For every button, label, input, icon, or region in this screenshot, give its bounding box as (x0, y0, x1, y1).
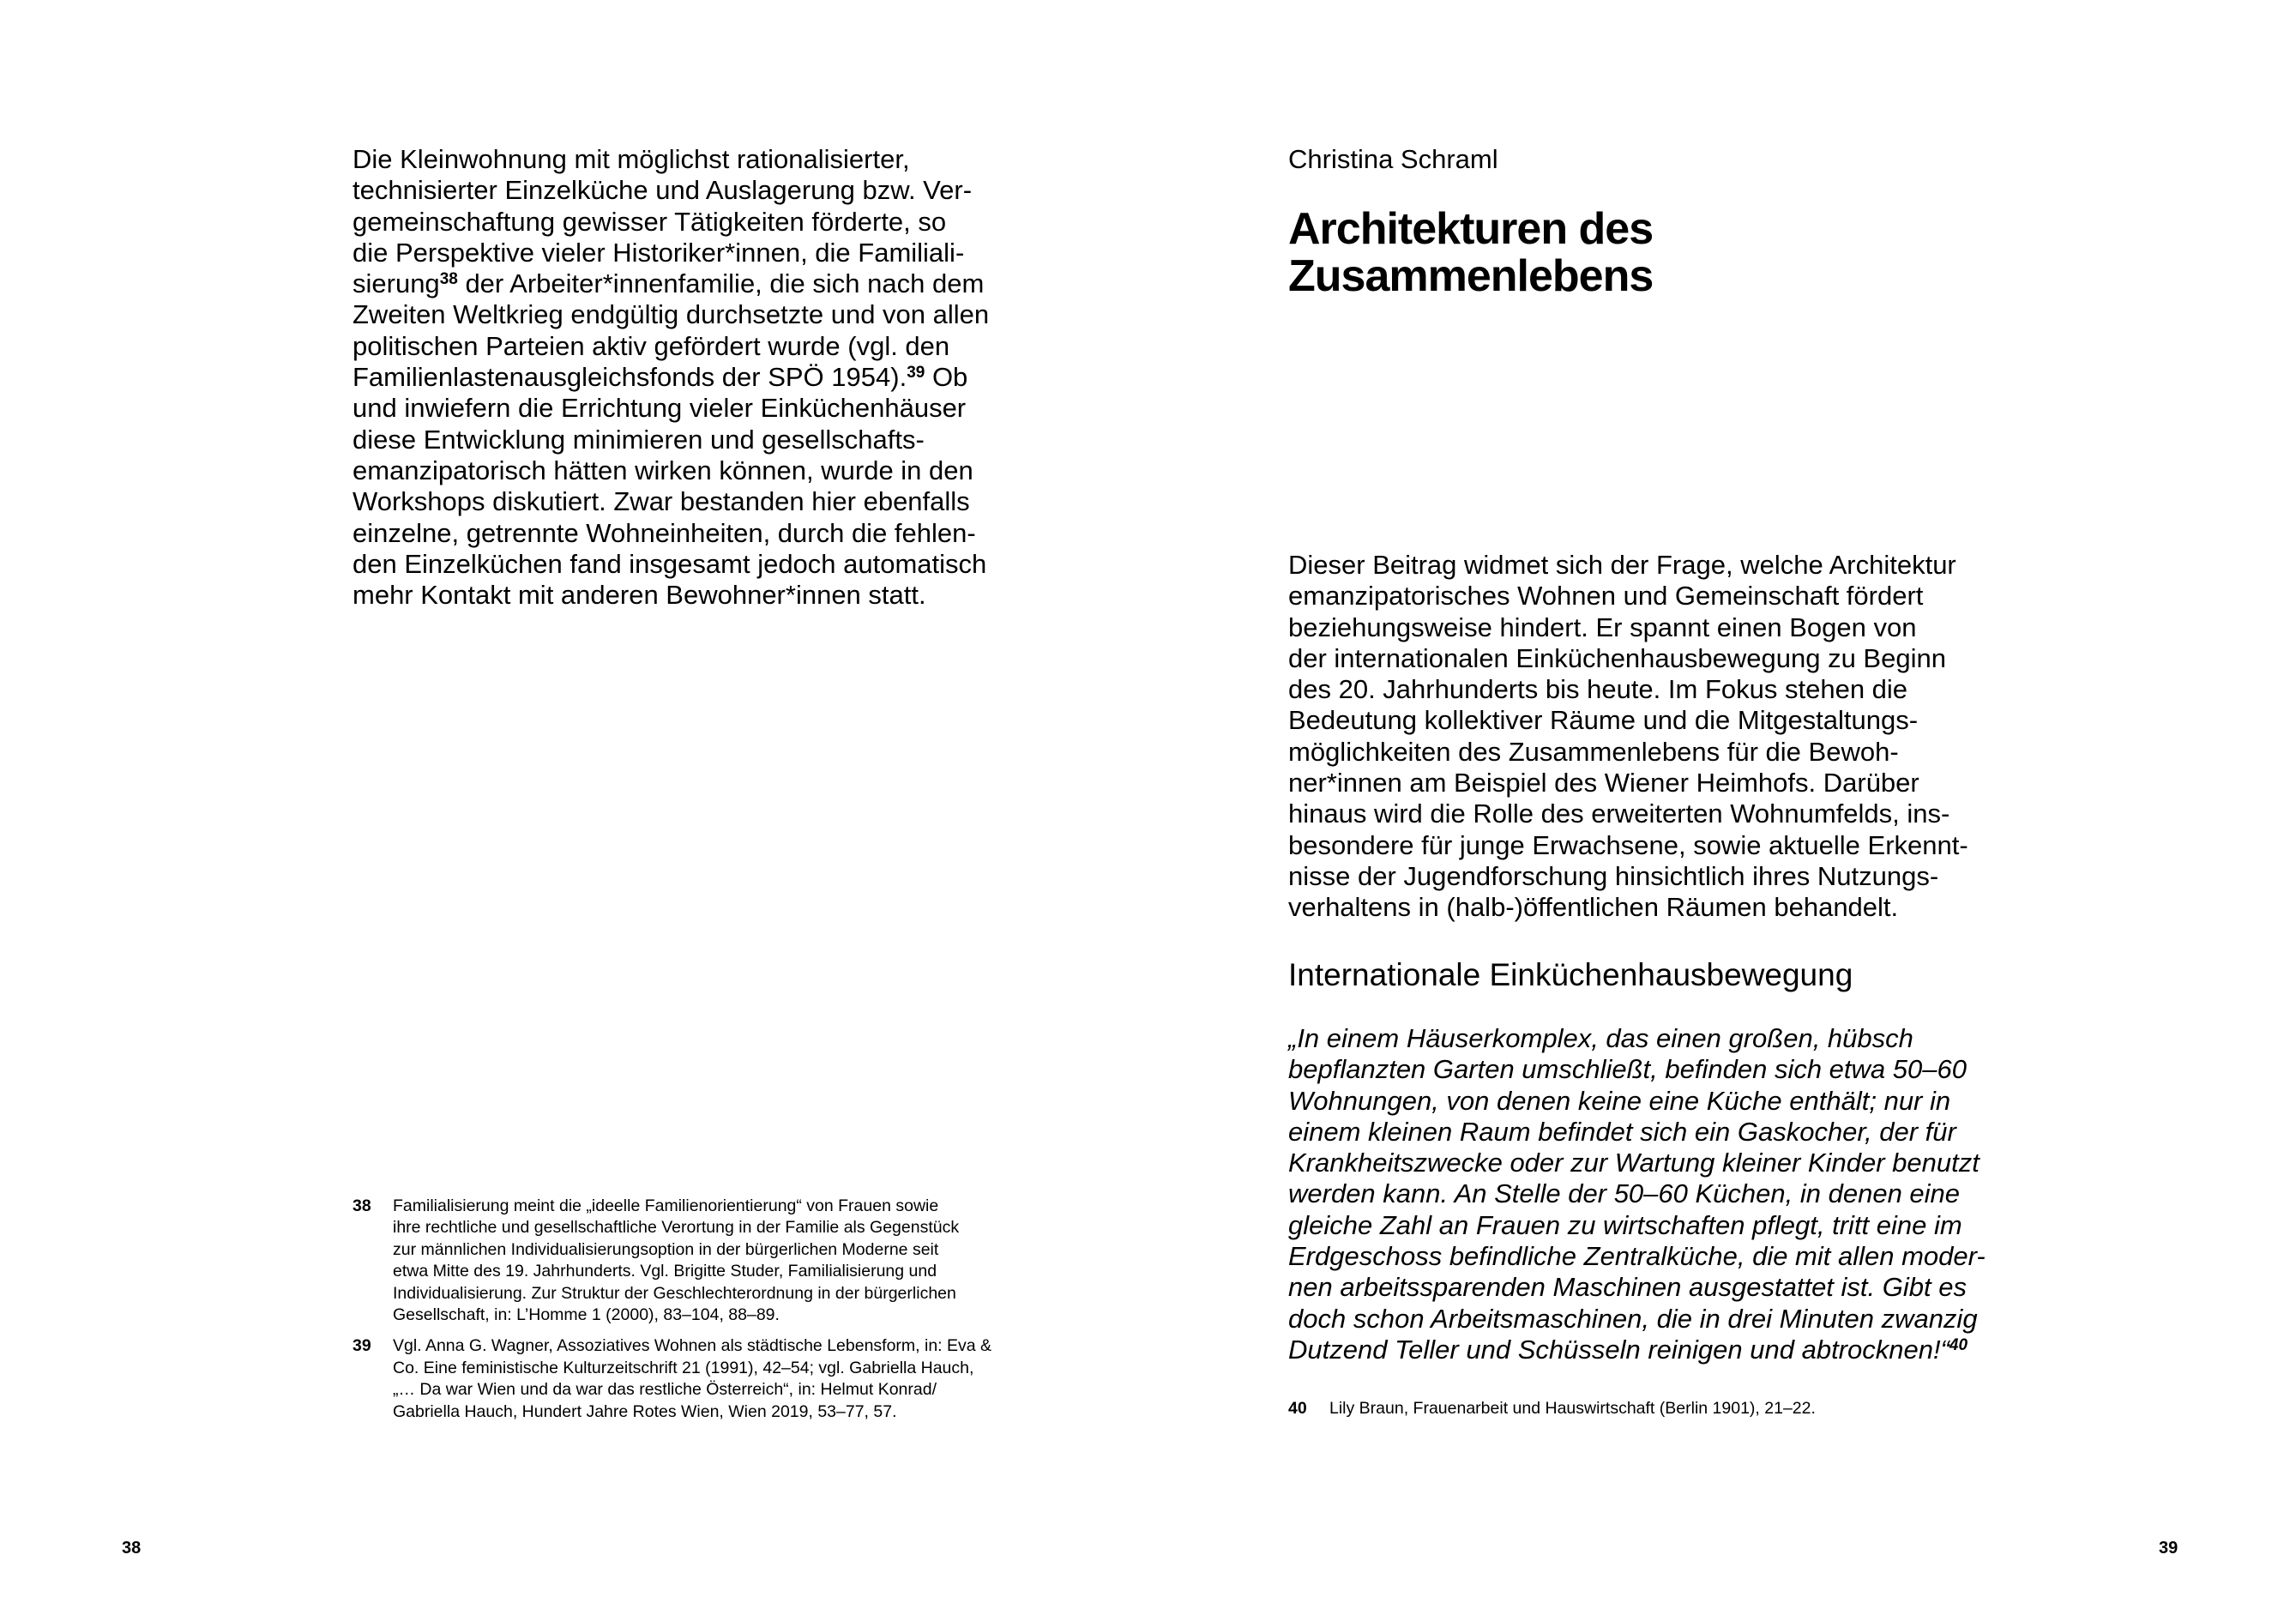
text-line: beziehungsweise hindert. Er spannt einen Bogen von (1288, 612, 1917, 642)
text-line: den Einzelküchen fand insgesamt jedoch automatisch (353, 548, 987, 579)
quote-line: nen arbeitssparenden Maschinen ausgestattet ist. Gibt es (1288, 1272, 1967, 1303)
quote-line (1288, 1335, 1974, 1365)
right-footnotes (1288, 1398, 1974, 1429)
block-quote (1288, 1023, 1986, 1365)
text-line: der internationalen Einküchenhausbewegung zu Beginn (1288, 642, 1946, 673)
footnote-ref-39[interactable]: 39 (907, 364, 925, 383)
footnote-40 (1288, 1398, 1974, 1419)
footnote-text (1329, 1398, 1974, 1419)
left-footnotes (353, 1196, 1039, 1432)
title-line: Architekturen des (1288, 204, 1654, 254)
quote-line: werden kann. An Stelle der 50–60 Küchen, in denen eine (1288, 1178, 1961, 1209)
text-line: Bedeutung kollektiver Räume und die Mitgestaltungs- (1288, 705, 1919, 736)
footnote-line: Vgl. Anna G. Wagner, Assoziatives Wohnen als städtische Lebensform, in: Eva & (393, 1336, 992, 1356)
footnote-line: Co. Eine feministische Kulturzeitschrift 21 (1991), 42–54; vgl. Gabriella Hauch, (393, 1358, 974, 1377)
footnote-line: „… Da war Wien und da war das restliche Österreich“, in: Helmut Konrad/ (393, 1380, 937, 1400)
footnote-number: 40 (1288, 1399, 1307, 1418)
author-name: Christina Schraml (1288, 144, 1498, 174)
text-line: Zweiten Weltkrieg endgültig durchsetzte und von allen (353, 299, 990, 330)
intro-paragraph (1288, 550, 1974, 924)
chapter-title (1288, 206, 1653, 300)
text-line: Die Kleinwohnung mit möglichst rationalisierter, (353, 144, 910, 174)
footnote-text (393, 1196, 1039, 1326)
text-segment: der Arbeiter*innenfamilie, die sich nach dem (457, 268, 985, 299)
footnote-line: Gabriella Hauch, Hundert Jahre Rotes Wien, Wien 2019, 53–77, 57. (393, 1401, 897, 1421)
text-line: und inwiefern die Errichtung vieler Einküchenhäuser (353, 393, 967, 424)
footnote-line: Familialisierung meint die „ideelle Familienorientierung“ von Frauen sowie (393, 1196, 939, 1215)
text-line: des 20. Jahrhunderts bis heute. Im Fokus stehen die (1288, 674, 1908, 705)
quote-line: Wohnungen, von denen keine eine Küche enthält; nur in (1288, 1085, 1951, 1116)
footnote-text (393, 1335, 1039, 1423)
text-line: möglichkeiten des Zusammenlebens für die Bewoh- (1288, 736, 1899, 767)
text-segment: Dutzend Teller und Schüsseln reinigen und abtrocknen!“ (1288, 1334, 1949, 1365)
text-line: ner*innen am Beispiel des Wiener Heimhofs. Darüber (1288, 768, 1919, 798)
text-line: gemeinschaftung gewisser Tätigkeiten förderte, so (353, 206, 947, 237)
text-line (353, 362, 1004, 393)
text-line: politischen Parteien aktiv gefördert wurde (vgl. den (353, 330, 950, 361)
footnote-39 (353, 1335, 1039, 1423)
quote-line: Krankheitszwecke oder zur Wartung kleiner Kinder benutzt (1288, 1148, 1980, 1178)
text-line: hinaus wird die Rolle des erweiterten Wohnumfelds, ins- (1288, 798, 1950, 829)
page-number-right: 39 (2159, 1539, 2178, 1558)
footnote-line: Individualisierung. Zur Struktur der Geschlechterordnung in der bürgerlichen (393, 1283, 956, 1303)
quote-line: gleiche Zahl an Frauen zu wirtschaften pflegt, tritt eine im (1288, 1209, 1962, 1240)
footnote-number: 39 (353, 1336, 371, 1356)
text-line: emanzipatorisch hätten wirken können, wurde in den (353, 455, 973, 485)
text-line: Dieser Beitrag widmet sich der Frage, welche Architektur (1288, 550, 1956, 580)
text-line: technisierter Einzelküche und Auslagerung bzw. Ver- (353, 175, 973, 206)
footnote-line: zur männlichen Individualisierungsoption in der bürgerlichen Moderne seit (393, 1239, 939, 1259)
text-segment: sierung (353, 268, 440, 299)
page-number-left: 38 (122, 1539, 142, 1558)
text-segment: Ob (925, 362, 968, 393)
title-line: Zusammenlebens (1288, 251, 1654, 301)
text-line: die Perspektive vieler Historiker*innen, die Familiali- (353, 237, 965, 268)
text-line: verhaltens in (halb-)öffentlichen Räumen behandelt. (1288, 892, 1899, 923)
left-body-text (353, 144, 1004, 611)
quote-line: „In einem Häuserkomplex, das einen großen, hübsch (1288, 1023, 1913, 1053)
text-line: emanzipatorisches Wohnen und Gemeinschaft fördert (1288, 581, 1924, 612)
footnote-ref-38[interactable]: 38 (439, 270, 458, 289)
footnote-number: 38 (353, 1196, 371, 1215)
text-line: einzelne, getrennte Wohneinheiten, durch die fehlen- (353, 517, 976, 548)
quote-line: einem kleinen Raum befindet sich ein Gaskocher, der für (1288, 1116, 1956, 1147)
text-line: diese Entwicklung minimieren und gesellschafts- (353, 424, 925, 455)
footnote-38 (353, 1196, 1039, 1326)
text-line: Workshops diskutiert. Zwar bestanden hier ebenfalls (353, 486, 970, 517)
footnote-line: ihre rechtliche und gesellschaftliche Verortung in der Familie als Gegenstück (393, 1218, 960, 1238)
quote-line: doch schon Arbeitsmaschinen, die in drei Minuten zwanzig (1288, 1303, 1978, 1334)
quote-line: Erdgeschoss befindliche Zentralküche, die mit allen moder- (1288, 1241, 1986, 1272)
footnote-line: Lily Braun, Frauenarbeit und Hauswirtschaft (Berlin 1901), 21–22. (1329, 1399, 1816, 1418)
footnote-ref-40[interactable]: 40 (1949, 1335, 1968, 1354)
footnote-line: Gesellschaft, in: L’Homme 1 (2000), 83–104, 88–89. (393, 1305, 780, 1325)
text-line (353, 268, 1004, 299)
text-line: mehr Kontakt mit anderen Bewohner*innen statt. (353, 580, 926, 611)
section-heading: Internationale Einküchenhausbewegung (1288, 957, 1853, 992)
footnote-line: etwa Mitte des 19. Jahrhunderts. Vgl. Brigitte Studer, Familialisierung und (393, 1262, 937, 1281)
text-line: nisse der Jugendforschung hinsichtlich ihres Nutzungs- (1288, 860, 1939, 891)
text-line: besondere für junge Erwachsene, sowie aktuelle Erkennt- (1288, 829, 1968, 860)
quote-line: bepflanzten Garten umschließt, befinden sich etwa 50–60 (1288, 1054, 1967, 1085)
text-segment: Familienlastenausgleichsfonds der SPÖ 1954). (353, 362, 907, 393)
